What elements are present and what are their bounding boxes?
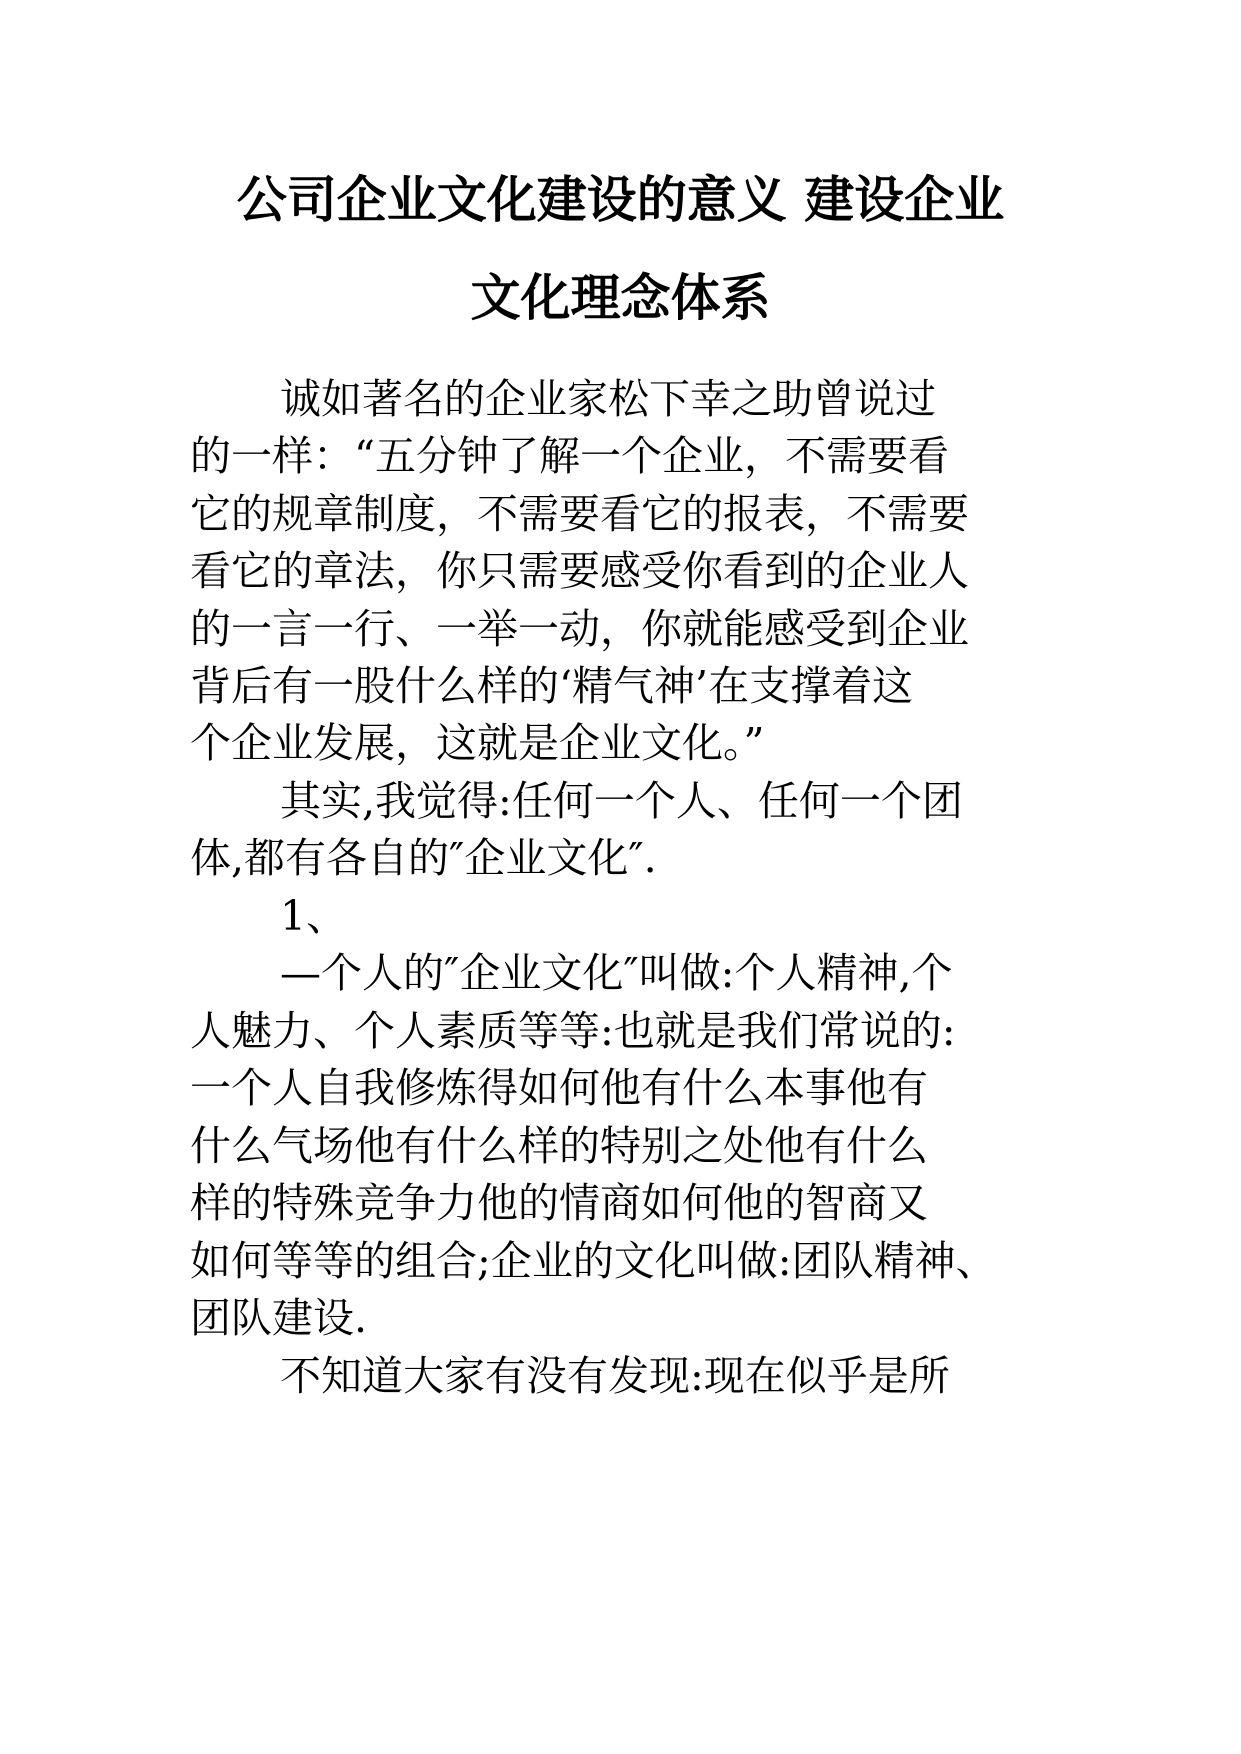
- document-title-line-2: 文化理念体系: [470, 268, 771, 327]
- body-line: 不知道大家有没有发现:现在似乎是所: [280, 1352, 950, 1400]
- body-line: —个人的″企业文化″叫做:个人精神,个: [280, 949, 953, 997]
- body-line: 它的规章制度，不需要看它的报表，不需要: [190, 490, 969, 538]
- body-line: 1、: [280, 892, 348, 940]
- body-line: 一个人自我修炼得如何他有什么本事他有: [190, 1064, 928, 1112]
- body-line: 的一言一行、一举一动，你就能感受到企业: [190, 605, 969, 653]
- body-line: 人魅力、个人素质等等:也就是我们常说的:: [190, 1007, 956, 1055]
- body-line: 的一样：“五分钟了解一个企业，不需要看: [190, 432, 949, 480]
- body-line: 其实,我觉得:任何一个人、任何一个团: [280, 777, 963, 825]
- body-line: 样的特殊竞争力他的情商如何他的智商又: [190, 1179, 928, 1227]
- document-title-line-1: 公司企业文化建设的意义 建设企业: [236, 170, 1005, 229]
- body-line: 背后有一股什么样的‘精气神’在支撑着这: [190, 662, 914, 710]
- body-line: 个企业发展，这就是企业文化。”: [190, 719, 765, 767]
- body-line: 什么气场他有什么样的特别之处他有什么: [190, 1122, 928, 1170]
- body-line: 如何等等的组合;企业的文化叫做:团队精神、: [190, 1237, 997, 1285]
- body-line: 看它的章法，你只需要感受你看到的企业人: [190, 547, 969, 595]
- body-line: 团队建设.: [190, 1294, 368, 1342]
- body-line: 体,都有各自的″企业文化″.: [190, 834, 657, 882]
- body-line: 诚如著名的企业家松下幸之助曾说过: [280, 375, 936, 423]
